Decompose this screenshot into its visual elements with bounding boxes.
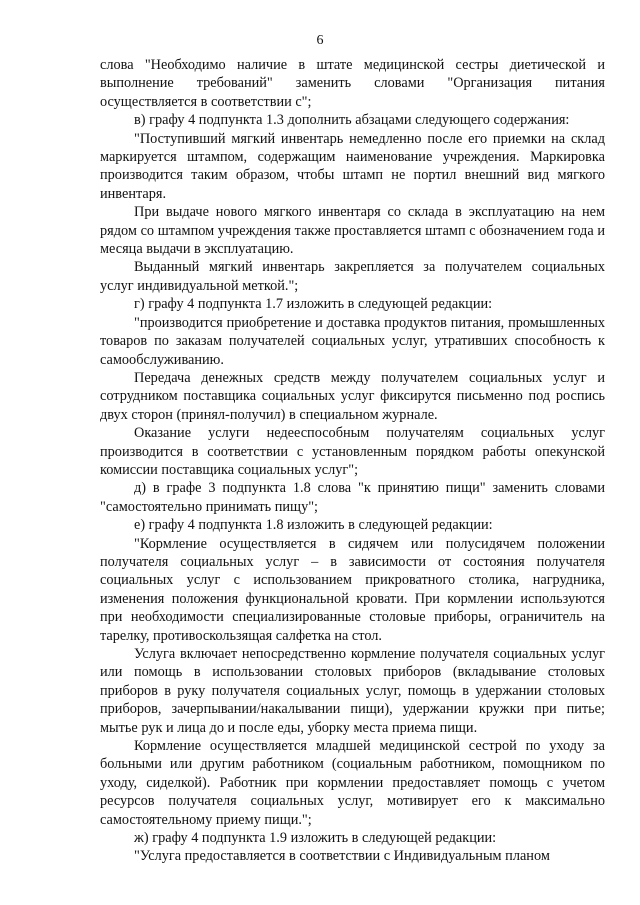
paragraph-9: д) в графе 3 подпункта 1.8 слова "к принятию пищи" заменить словами "самостоятельно принимать пищу"; — [100, 480, 605, 515]
paragraph-5: г) графу 4 подпункта 1.7 изложить в следующей редакции: — [134, 296, 493, 313]
page-number: 6 — [316, 33, 324, 48]
paragraph-7: Передача денежных средств между получателем социальных услуг и сотрудником поставщика социальных услуг фиксирутся письменно под роспись двух сторон (принял-получил) в специальном журнале. — [100, 369, 605, 423]
paragraph-10: е) графу 4 подпункта 1.8 изложить в следующей редакции: — [134, 517, 493, 534]
paragraph-8: Оказание услуги недееспособным получателям социальных услуг производится в соответствии с установленным порядком работы опекунской комиссии поставщика социальных услуг"; — [100, 425, 605, 478]
paragraph-2: "Поступивший мягкий инвентарь немедленно после его приемки на склад маркируется штампом, содержащим наименование учреждения. Маркировка производится таким образом, чтобы штамп не портил внешний вид мягкого инвентаря. — [100, 130, 605, 202]
paragraph-15: "Услуга предоставляется в соответствии с Индивидуальным планом — [134, 848, 550, 865]
paragraph-0: слова "Необходимо наличие в штате медицинской сестры диетической и выполнение требований" заменить словами "Организация питания осуществляется в соответствии с"; — [100, 57, 605, 110]
paragraph-14: ж) графу 4 подпункта 1.9 изложить в следующей редакции: — [134, 830, 497, 847]
paragraph-3: При выдаче нового мягкого инвентаря со склада в эксплуатацию на нем рядом со штампом учреждения также проставляется штамп с обозначением года и месяца выдачи в эксплуатацию. — [100, 204, 605, 258]
paragraph-1: в) графу 4 подпункта 1.3 дополнить абзацами следующего содержания: — [134, 112, 570, 129]
paragraph-11: "Кормление осуществляется в сидячем или полусидячем положении получателя социальных услуг – в зависимости от состояния получателя социальных услуг с использованием прикроватного столика, нагрудника, изменения положения функциональной кровати. При кормлении используются при необходимости специализированные столовые приборы, ограничитель на тарелку, противоскользящая салфетка на стол. — [100, 535, 605, 644]
document-body — [100, 56, 605, 866]
paragraph-4: Выданный мягкий инвентарь закрепляется за получателем социальных услуг индивидуальной меткой."; — [100, 259, 605, 294]
paragraph-12: Услуга включает непосредственно кормление получателя социальных услуг или помощь в использовании столовых приборов (вкладывание столовых приборов в руку получателя социальных услуг, помощь в удержании столовых приборов, зачерпывании/накалывании пищи), удержании кружки при питье; мытье рук и лица до и после еды, уборку места приема пищи. — [100, 646, 605, 736]
paragraph-6: "производится приобретение и доставка продуктов питания, промышленных товаров по заказам получателей социальных услуг, утративших способность к самообслуживанию. — [100, 314, 605, 368]
paragraph-13: Кормление осуществляется младшей медицинской сестрой по уходу за больными или другим работником (социальным работником, помощником по уходу, сиделкой). Работник при кормлении предоставляет помощь с учетом ресурсов получателя социальных услуг, мотивирует его к максимально самостоятельному приему пищи."; — [100, 738, 605, 828]
